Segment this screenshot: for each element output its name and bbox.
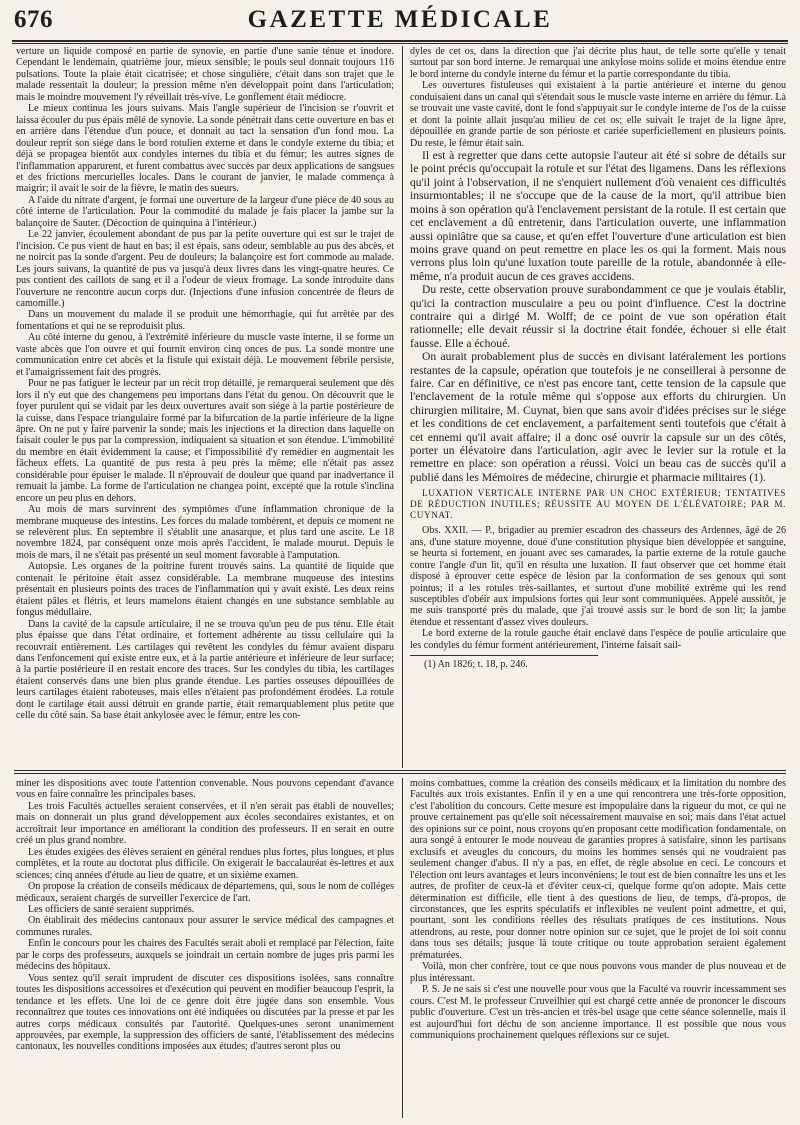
paragraph: Dans la cavité de la capsule articulaire, il ne se trouva qu'un peu de pus ténu. Elle était plus épaisse que dans l'état ordinaire, et fortement adhérente au tissu cellulaire qui la recouvrait entièrement. Les cartilages qui revêtent les condyles du fémur avaient disparu dans l'enfoncement qui existe entre eux, et à la partie antérieure et inférieure de leur surface; à la partie postérieure il en restait encore des traces. Sur les condyles du tibia, les cartilages étaient conservés dans une bien plus grande étendue. Les parties osseuses dépouillées de leurs cartilages étaient raboteuses, mais elles n'étaient pas profondément érodées. La rotule dont le cartilage était aussi détruit en grande partie, était remarquablement plus petite que celle du côté sain. Sa base était ankylosée avec le fémur, entre les con- (16, 618, 394, 722)
paragraph: Dans un mouvement du malade il se produit une hémorrhagie, qui fut arrêtée par des fomentations et qui ne se reproduisit plus. (16, 309, 394, 332)
paragraph: Le bord externe de la rotule gauche était enclavé dans l'espèce de poulie articulaire que les condyles du fémur forment antérieurement, l'interne faisait sail- (410, 628, 786, 651)
column-top-right (410, 46, 786, 770)
page-number: 676 (14, 6, 53, 33)
column-divider-top (402, 46, 403, 768)
column-bottom-left (16, 778, 394, 1120)
paragraph: Autopsie. Les organes de la poitrine furent trouvés sains. La quantité de liquide que contenait le péritoine était assez considérable. La membrane muqueuse des intestins présentait en plusieurs points des traces de l'inflammation qui y avait existé. Les deux reins étaient pâles et flétris, et leurs mamelons étaient changés en une substance semblable au fongus médullaire. (16, 561, 394, 619)
paragraph: Le 22 janvier, écoulement abondant de pus par la petite ouverture qui est sur le trajet de l'incision. Ce pus vient de haut en bas; il est épais, sans odeur, semblable au pus des abcès, et ne noircit pas la sonde d'argent. Peu de douleurs; la balançoire est fort commode au malade. Les jours suivans, la quantité de pus va jusqu'à deux livres dans les vingt-quatre heures. Ce pus contient des caillots de sang et il a l'odeur de vieux fromage. La sonde introduite dans l'ouverture ne rencontre aucun corps dur. (Injections d'une infusion concentrée de fleurs de camomille.) (16, 229, 394, 309)
journal-title: GAZETTE MÉDICALE (247, 6, 553, 33)
column-bottom-right (410, 778, 786, 1120)
paragraph: On aurait probablement plus de succès en divisant latéralement les portions restantes de la capsule, opération que toutefois je ne conseillerai à personne de faire. Car en définitive, ce n'est pas encore tant, cette tension de la capsule que l'enclavement de la rotule même qui s'oppose aux efforts du chirurgien. Un chirurgien militaire, M. Cuynat, bien que sans avoir d'idées précises sur le siége et les conditions de cet enclavement, a parfaitement senti toutefois que c'était à cet ennemi qu'il avait affaire; il a donc osé ouvrir la capsule sur un des côtés, porter un élévatoire dans l'articulation, agir avec le levier sur la rotule et la remettre en place: son opération a réussi. Voici un beau cas de succès qu'il a publié dans les Mémoires de médecine, chirurgie et pharmacie militaires (1). (410, 350, 786, 484)
header-rule (12, 40, 788, 42)
section-rule (14, 770, 786, 771)
paragraph: Au mois de mars survinrent des symptômes d'une inflammation chronique de la membrane muqueuse des intestins. Les forces du malade tombèrent, et depuis ce moment ne se relevèrent plus. En septembre il s'établit une anasarque, et plus tard une ascite. Le 18 novembre 1824, par conséquent onze mois après l'accident, le malade mourut. Depuis le mois de mars, il ne s'était pas présenté un seul moment favorable à l'amputation. (16, 504, 394, 561)
paragraph: P. S. Je ne sais si c'est une nouvelle pour vous que la Faculté va rouvrir incessamment ses cours. C'est M. le professeur Cruveilhier qui est chargé cette année de prononcer le discours public d'ouverture. C'est un très-ancien et très-bel usage que cette séance solennelle, mais il est aujourd'hui fort déchu de son ancienne importance. Il est possible que nous vous communiquions prochainement quelques réflexions sur ce sujet. (410, 984, 786, 1041)
paragraph: A l'aide du nitrate d'argent, je formai une ouverture de la largeur d'une pièce de 40 sous au côté interne de l'articulation. Pour la commodité du malade je fais placer la jambe sur la balançoire de Sauter. (Décoction de quinquina à l'intérieur.) (16, 194, 394, 229)
column-divider-bottom (402, 778, 403, 1118)
paragraph: verture un liquide composé en partie de synovie, en partie d'une sanie ténue et inodore. Cependant le lendemain, quatrième jour, mieux sensible; le pouls seul donnait toujours 116 pulsations. Toute la plaie était cicatrisée; et chose singulière, c'était dans son trajet que le malade ressentait la douleur; la pression même n'en développait point dans l'articulation; mais le moindre mouvement l'y réveillait très-vive. Le gonflement était médiocre. (16, 46, 394, 103)
paragraph: dyles de cet os, dans la direction que j'ai décrite plus haut, de telle sorte qu'elle y tenait surtout par son bord interne. Je remarquai une ankylose moins solide et moins étendue entre le bord interne du condyle interne du fémur et la partie correspondante du tibia. (410, 46, 786, 80)
paragraph: Les études exigées des élèves seraient en général rendues plus fortes, plus longues, et plus complètes, et la route au doctorat plus difficile. On exigerait le baccalauréat ès-lettres et aux sciences; cinq années d'étude au lieu de quatre, et un sixième examen. (16, 846, 394, 881)
paragraph: Pour ne pas fatiguer le lecteur par un récit trop détaillé, je remarquerai seulement que dès lors il n'y eut que des changemens peu importans dans l'état du genou. On découvrit que le foyer purulent qui se vidait par les deux ouvertures avait son siége à la partie postérieure de la cuisse, dans l'espace triangulaire formé par la bifurcation de la partie inférieure de la ligne âpre. On ne put y faire parvenir la sonde; mais les injections et la direction dans laquelle on faisait couler le pus par la compression, indiquaient sa situation et son étendue. L'immobilité du membre en était évidemment la cause; et l'impossibilité d'y remédier en augmentait les fâcheux effets. La quantité de pus resta à peu près la même; elle n'était pas assez considérable pour épuiser le malade. Il n'éprouvait de douleur que quand par inadvertance il remuait la jambe. La forme de l'articulation ne changea point, excepté que la rotule s'inclina encore un peu plus en dehors. (16, 378, 394, 504)
paragraph: Vous sentez qu'il serait imprudent de discuter ces dispositions isolées, sans connaître toutes les dispositions accessoires et d'exécution qui peuvent en modifier beaucoup l'esprit, la tendance et les effets. Une loi de ce genre doit être jugée dans son ensemble. Vous reconnaîtrez que toutes ces innovations ont été indiquées ou discutées par la presse et par les autres corps médicaux consultés par l'autorité. Quelques-unes seront unanimement approuvées, par exemple, la suppression des officiers de santé, l'établissement des médecins cantonaux, les nouvelles conditions imposées aux études; d'autres seront plus ou (16, 972, 394, 1053)
section-rule-thin (14, 773, 786, 774)
paragraph: Du reste, cette observation prouve surabondamment ce que je voulais établir, qu'ici la contraction musculaire a peu ou point d'influence. C'est la doctrine contraire qui a dirigé M. Wolff; de ce point de vue son opération était rationnelle; elle devait réussir si la doctrine était fondée, échouer si elle était fausse. Elle a échoué. (410, 283, 786, 350)
commentary-block (410, 149, 786, 484)
paragraph: Les trois Facultés actuelles seraient conservées, et il n'en serait pas établi de nouvelles; mais on donnerait un plus grand développement aux écoles secondaires existantes, et on accroîtrait leur importance en améliorant la condition des professeurs. Il en serait en outre créé un plus grand nombre. (16, 800, 394, 847)
footnote: (1) An 1826; t. 18, p. 246. (424, 659, 528, 671)
paragraph: On propose la création de conseils médicaux de départemens, qui, sous le nom de colléges médicaux, seraient chargés de surveiller l'exercice de l'art. (16, 881, 394, 904)
page-header (12, 6, 788, 40)
paragraph: miner les dispositions avec toute l'attention convenable. Nous pouvons cependant d'avance vous en faire connaître les principales bases. (16, 778, 394, 801)
paragraph: Obs. XXII. — P., brigadier au premier escadron des chasseurs des Ardennes, âgé de 26 ans, d'une stature moyenne, doué d'une constitution physique bien développée et sanguine, se heurta si fortement, en jouant avec ses camarades, la partie externe de la rotule gauche contre l'angle d'un lit, qu'il en résulta une luxation. Il faut observer que cet homme était disposé à éprouver cette espèce de lésion par la conformation de ses genoux qui sont pointus; il a les rotules très-saillantes, et surtout d'une mobilité extrême qui les rend susceptibles d'obéir aux impulsions fortes qui leur sont communiquées. Appelé aussitôt, je me suis transporté près du malade, que j'ai trouvé assis sur le bord de son lit; la jambe étendue et ressentant d'assez vives douleurs. (410, 525, 786, 628)
paragraph: Les officiers de santé seraient supprimés. (28, 903, 195, 915)
paragraph: Le mieux continua les jours suivans. Mais l'angle supérieur de l'incision se r'ouvrit et laissa écouler du pus épais mêlé de synovie. La sonde pénétrait dans cette ouverture en bas et en arrière dans l'étendue d'un pouce, et donnait au tact la sensation d'un fond mou. La douleur reprit son siége dans le bord rotulien externe et dans le condyle externe du tibia; et déjà se propagea bientôt aux condyles internes du tibia et du fémur; les autres signes de l'inflammation apparurent, et furent combattus avec succès par deux applications de sangsues et des frictions mercurielles locales. Dans le courant de janvier, le malade commença à maigrir; il avait le soir de la fièvre, le matin des sueurs. (16, 103, 394, 195)
section-title: LUXATION VERTICALE INTERNE PAR UN CHOC EXTÉRIEUR; TENTATIVES DE RÉDUCTION INUTILES; RÉUSSITE AU MOYEN DE L'ÉLÉVATOIRE; PAR M. CUYNAT. (410, 488, 786, 521)
paragraph: On établirait des médecins cantonaux pour assurer le service médical des campagnes et communes rurales. (16, 915, 394, 938)
column-top-left (16, 46, 394, 768)
header-rule-thin (12, 43, 788, 44)
paragraph: Les ouvertures fistuleuses qui existaient à la partie antérieure et interne du genou conduisaient dans un canal qui s'étendait sous le muscle vaste interne en arrière du fémur. Là se trouvait une vaste cavité, dont le fond s'appuyait sur le condyle interne de l'os de la cuisse et dont la pointe allait jusqu'au milieu de cet os; elle suivait le trajet de la ligne âpre, dépouillée en grande partie de son périoste et cariée superficiellement en plusieurs points. Du reste, le fémur était sain. (410, 80, 786, 149)
paragraph: Voilà, mon cher confrère, tout ce que nous pouvons vous mander de plus nouveau et de plus intéressant. (410, 961, 786, 984)
paragraph: Il est à regretter que dans cette autopsie l'auteur ait été si sobre de détails sur le point précis qu'occupait la rotule et sur l'état des ligamens. Dans les réflexions qu'il joint à l'observation, il ne s'enquiert nullement d'où venaient ces difficultés insurmontables; il ne s'occupe que de la cause de la mort, qu'il attribue bien moins à son opération qu'à l'enclavement persistant de la rotule. Il est certain que cet enclavement a dû entretenir, dans l'articulation ouverte, une inflammation aussi opiniâtre que sa cause, et qu'en effet l'ouverture d'une articulation est bien moins grave quand on peut remettre en place les os qui la forment. Mais nous verrons plus loin qu'une luxation toute pareille de la rotule, abandonnée à elle-même, n'a produit aucun de ces graves accidens. (410, 149, 786, 283)
paragraph: Au côté interne du genou, à l'extrémité inférieure du muscle vaste interne, il se forme un vaste abcès que l'on ouvre et qui fournit environ cinq onces de pus. La sonde montre une communication entre cet abcès et la fistule qui existait déjà. Le mouvement fébrile persiste, et l'amaigrissement fait des progrès. (16, 332, 394, 378)
paragraph: moins combattues, comme la création des conseils médicaux et la limitation du nombre des Facultés aux trois existantes. Enfin il y en a une qui rencontrera une très-forte opposition, c'est l'abolition du concours. Cette mesure est impopulaire dans la rigueur du mot, ce qui ne prouve certainement pas qu'elle soit nécessairement mauvaise en soi; mais dans l'état actuel des opinions sur ce point, nous croyons qu'en proposant cette modification fondamentale, on aura songé à entourer le mode nouveau de garanties propres à satisfaire, sinon les partisans exclusifs et aveugles du concours, du moins les hommes sensés qui ne voudraient pas seulement changer d'abus. Il n'y a pas, en effet, de règle absolue en ceci. Le concours et l'élection ont leurs avantages et leurs inconvéniens; le tout est de bien connaître les uns et les autres, de profiter de ceux-là et d'éviter ceux-ci, quelque forme qu'on adopte. Mais cette détermination est difficile, elle tient à des questions de lieu, de temps, d'à-propos, de circonstances, que les esprits spéculatifs et inflexibles ne veulent point admettre, et qui, pourtant, sont les conditions réelles des résultats pratiques de ces institutions. Nous attendrons, au reste, pour donner notre opinion sur ce sujet, que le projet de loi soit connu dans tous ses détails; jusque là toute critique ou toute approbation seraient également prématurées. (410, 778, 786, 961)
paragraph: Enfin le concours pour les chaires des Facultés serait aboli et remplacé par l'élection, faite par le corps des professeurs, auxquels se joindrait un certain nombre de juges pris parmi les médecins des hôpitaux. (16, 938, 394, 973)
footnote-rule (410, 655, 598, 656)
